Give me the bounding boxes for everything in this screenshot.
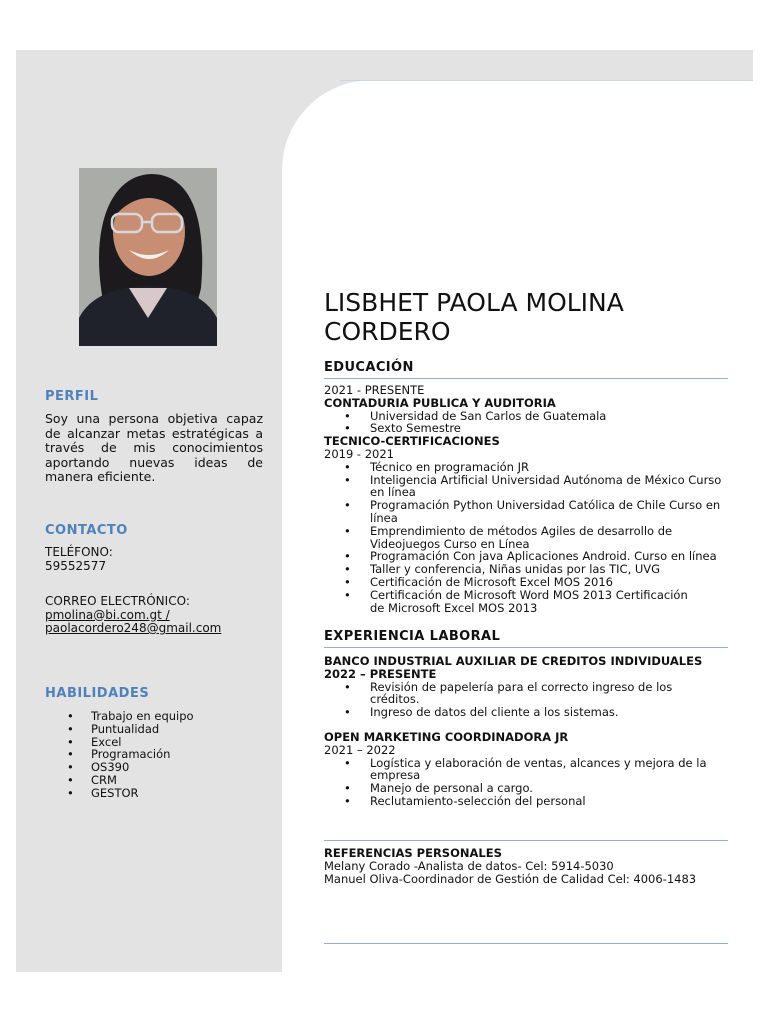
referencias-content [324,847,729,885]
edu1-dates: 2021 - PRESENTE [324,383,425,397]
job2-title: OPEN MARKETING COORDINADORA JR [324,729,569,744]
reference-item: Manuel Oliva-Coordinador de Gestión de Calidad Cel: 4006-1483 [324,871,697,886]
job2-item: • Logística y elaboración de ventas, alcances y mejora de la empresa [324,757,729,783]
referencias-heading: REFERENCIAS PERSONALES [324,846,502,860]
edu2-list [324,461,729,615]
habilidades-heading: HABILIDADES [45,686,150,701]
skill-item: • Excel [45,736,265,749]
edu2-item: • Programación Python Universidad Católica de Chile Curso en línea [324,499,729,525]
job1-list [324,681,729,719]
job1-item: • Ingreso de datos del cliente a los sistemas. [324,706,729,719]
profile-photo [79,168,217,346]
referencias-divider-bottom [324,943,728,944]
skill-item: • Trabajo en equipo [45,710,265,723]
skill-item: • CRM [45,774,265,787]
profile-photo-illustration [79,168,217,346]
edu1-list [324,410,729,436]
job1-dates: 2022 – PRESENTE [324,666,437,681]
referencias-divider-top [324,840,728,841]
edu1-item: • Sexto Semestre [324,422,729,435]
skills-list [45,710,265,800]
email-link-1[interactable]: pmolina@bi.com.gt / [45,607,170,622]
job2-list [324,757,729,808]
skills-list-wrap [45,710,265,800]
perfil-text: Soy una persona objetiva capaz de alcanzar metas estratégicas a través de mis conocimientos aportando nuevas ideas de manera eficiente. [45,411,263,484]
job2-item: • Reclutamiento-selección del personal [324,795,729,808]
phone-value: 59552577 [45,558,107,573]
educacion-divider [324,378,728,379]
job2-dates: 2021 – 2022 [324,742,396,757]
educacion-heading: EDUCACIÓN [324,360,414,375]
experiencia-heading: EXPERIENCIA LABORAL [324,629,501,644]
edu2-item: • Programación Con java Aplicaciones Android. Curso en línea [324,550,729,563]
edu2-item: • Certificación de Microsoft Excel MOS 2016 [324,576,729,589]
phone-label: TELÉFONO: [45,545,113,559]
email-link-2[interactable]: paolacordero248@gmail.com [45,621,222,635]
job2-item: • Manejo de personal a cargo. [324,782,729,795]
edu2-dates: 2019 - 2021 [324,446,394,461]
perfil-heading: PERFIL [45,389,99,404]
full-name: LISBHET PAOLA MOLINA CORDERO [324,288,624,346]
edu2-item: • Técnico en programación JR [324,461,729,474]
phone-block [45,546,113,573]
edu1-item: • Universidad de San Carlos de Guatemala [324,410,729,423]
contacto-heading: CONTACTO [45,523,128,538]
skill-item: • GESTOR [45,787,265,800]
experiencia-content [324,655,729,808]
job1-title: BANCO INDUSTRIAL AUXILIAR DE CREDITOS INDIVIDUALES [324,654,703,668]
edu2-item: • Inteligencia Artificial Universidad Autónoma de México Curso en línea [324,474,729,500]
edu2-item: • Emprendimiento de métodos Agiles de desarrollo de Videojuegos Curso en Línea [324,525,729,551]
skill-item: • Puntualidad [45,723,265,736]
experiencia-divider [324,647,728,648]
educacion-content [324,384,729,614]
edu2-item: • Certificación de Microsoft Word MOS 2013 Certificación de Microsoft Excel MOS 2013 [324,589,729,615]
email-label: CORREO ELECTRÓNICO: [45,594,190,608]
top-divider [340,80,753,81]
edu1-title: CONTADURIA PUBLICA Y AUDITORIA [324,395,556,410]
job1-item: • Revisión de papelería para el correcto ingreso de los créditos. [324,681,729,707]
skill-item: • OS390 [45,761,265,774]
edu2-title: TECNICO-CERTIFICACIONES [324,434,500,449]
edu2-item: • Taller y conferencia, Niñas unidas por las TIC, UVG [324,563,729,576]
reference-item: Melany Corado -Analista de datos- Cel: 5914-5030 [324,858,614,873]
skill-item: • Programación [45,748,265,761]
email-block [45,595,221,636]
